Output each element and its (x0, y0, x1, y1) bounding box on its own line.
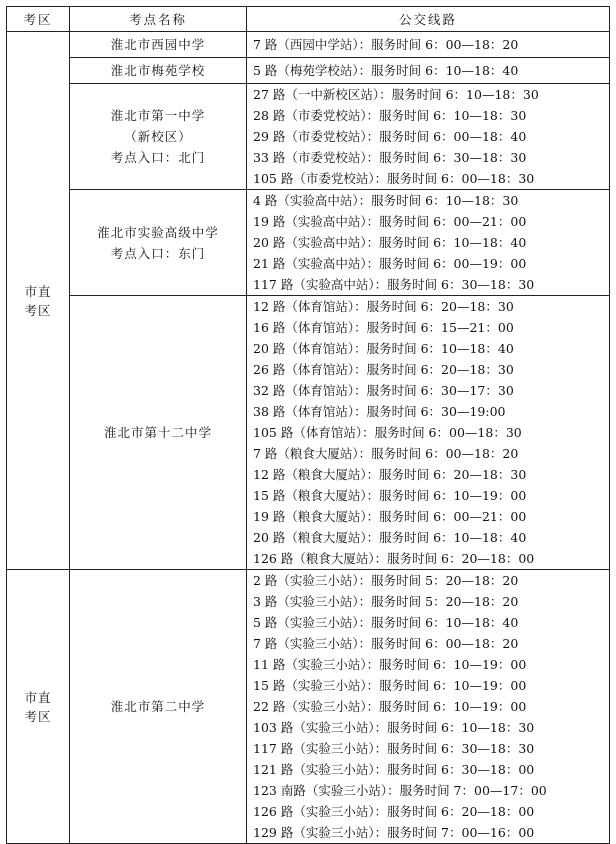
table-row (7, 58, 610, 84)
site-name: 淮北市第一中学 (110, 108, 206, 123)
route-line: 27 路（一中新校区站）：服务时间 6：10—18：30 (253, 87, 539, 102)
route-line: 126 路（粮食大厦站）：服务时间 6：20—18：00 (253, 551, 535, 566)
site-name-cell (70, 58, 247, 84)
route-line: 16 路（体育馆站）：服务时间 6：15—21：00 (253, 320, 514, 335)
route-line: 123 南路（实验三小站）：服务时间 7：00—17：00 (253, 783, 547, 798)
route-line: 15 路（实验三小站）：服务时间 6：10—19：00 (253, 678, 527, 693)
routes-cell (247, 190, 610, 296)
route-line: 103 路（实验三小站）：服务时间 6：10—18：30 (253, 720, 535, 735)
region-cell (7, 570, 70, 844)
bus-routes-table (6, 6, 610, 844)
route-line: 12 路（粮食大厦站）：服务时间 6：20—18：30 (253, 467, 527, 482)
route-line: 11 路（实验三小站）：服务时间 6：10—19：00 (253, 657, 527, 672)
table-row (7, 190, 610, 296)
route-line: 3 路（实验三小站）：服务时间 5：20—18：20 (253, 594, 519, 609)
route-line: 4 路（实验高中站）：服务时间 6：10—18：30 (253, 193, 519, 208)
route-line: 26 路（体育馆站）：服务时间 6：20—18：30 (253, 362, 514, 377)
route-line: 7 路（实验三小站）：服务时间 6：00—18：20 (253, 636, 519, 651)
routes-cell (247, 32, 610, 58)
routes-cell (247, 570, 610, 844)
route-line: 15 路（粮食大厦站）：服务时间 6：10—19：00 (253, 488, 527, 503)
route-line: 19 路（粮食大厦站）：服务时间 6：00—21：00 (253, 509, 527, 524)
route-line: 29 路（市委党校站）：服务时间 6：00—18：40 (253, 129, 527, 144)
site-entrance: 考点入口：北门 (110, 150, 206, 165)
route-line: 121 路（实验三小站）：服务时间 6：30—18：00 (253, 762, 535, 777)
region-label: 考区 (24, 708, 52, 724)
route-line: 5 路（梅苑学校站）：服务时间 6：10—18：40 (253, 62, 519, 78)
route-line: 32 路（体育馆站）：服务时间 6：30—17：30 (253, 383, 514, 398)
route-line: 7 路（粮食大厦站）：服务时间 6：00—18：20 (253, 446, 519, 461)
site-name-cell (70, 570, 247, 844)
route-line: 20 路（粮食大厦站）：服务时间 6：10—18：40 (253, 530, 527, 545)
route-line: 105 路（体育馆站）：服务时间 6：00—18：30 (253, 425, 522, 440)
routes-cell (247, 84, 610, 190)
route-line: 117 路（实验三小站）：服务时间 6：30—18：30 (253, 741, 535, 756)
route-line: 129 路（实验三小站）：服务时间 7：00—16：00 (253, 825, 535, 840)
header-region: 考区 (7, 7, 70, 32)
region-label: 考区 (24, 302, 52, 318)
site-name: 淮北市第十二中学 (103, 425, 212, 440)
site-name: 淮北市梅苑学校 (110, 63, 206, 78)
site-entrance: 考点入口：东门 (110, 245, 206, 261)
routes-cell (247, 296, 610, 570)
table-row (7, 570, 610, 844)
route-line: 22 路（实验三小站）：服务时间 6：10—19：00 (253, 699, 527, 714)
route-line: 7 路（西园中学站）：服务时间 6：00—18：20 (253, 36, 519, 52)
route-line: 38 路（体育馆站）：服务时间 6：30—19:00 (253, 404, 506, 419)
header-row (7, 7, 610, 32)
routes-cell (247, 58, 610, 84)
site-name: 淮北市第二中学 (110, 699, 206, 714)
header-site: 考点名称 (70, 7, 247, 32)
route-line: 28 路（市委党校站）：服务时间 6：10—18：30 (253, 108, 527, 123)
route-line: 5 路（实验三小站）：服务时间 6：10—18：40 (253, 615, 519, 630)
header-routes: 公交线路 (247, 7, 610, 32)
site-name-cell (70, 32, 247, 58)
site-name-cell (70, 190, 247, 296)
route-line: 19 路（实验高中站）：服务时间 6：00—21：00 (253, 214, 527, 229)
route-line: 2 路（实验三小站）：服务时间 5：20—18：20 (253, 573, 519, 588)
route-line: 20 路（实验高中站）：服务时间 6：10—18：40 (253, 235, 527, 250)
site-name-subtitle: （新校区） (124, 129, 192, 144)
route-line: 12 路（体育馆站）：服务时间 6：20—18：30 (253, 299, 514, 314)
region-cell (7, 32, 70, 570)
route-line: 105 路（市委党校站）：服务时间 6：00—18：30 (253, 171, 535, 186)
region-label: 市直 (24, 689, 52, 705)
site-name-cell (70, 296, 247, 570)
site-name: 淮北市西园中学 (110, 37, 206, 52)
region-label: 市直 (24, 283, 52, 299)
route-line: 126 路（实验三小站）：服务时间 6：20—18：00 (253, 804, 535, 819)
table-row (7, 296, 610, 570)
table-row (7, 84, 610, 190)
route-line: 117 路（实验高中站）：服务时间 6：30—18：30 (253, 277, 535, 292)
route-line: 21 路（实验高中站）：服务时间 6：00—19：00 (253, 256, 527, 271)
route-line: 33 路（市委党校站）：服务时间 6：30—18：30 (253, 150, 527, 165)
site-name: 淮北市实验高级中学 (97, 224, 219, 240)
route-line: 20 路（体育馆站）：服务时间 6：10—18：40 (253, 341, 514, 356)
site-name-cell (70, 84, 247, 190)
table-row (7, 32, 610, 58)
